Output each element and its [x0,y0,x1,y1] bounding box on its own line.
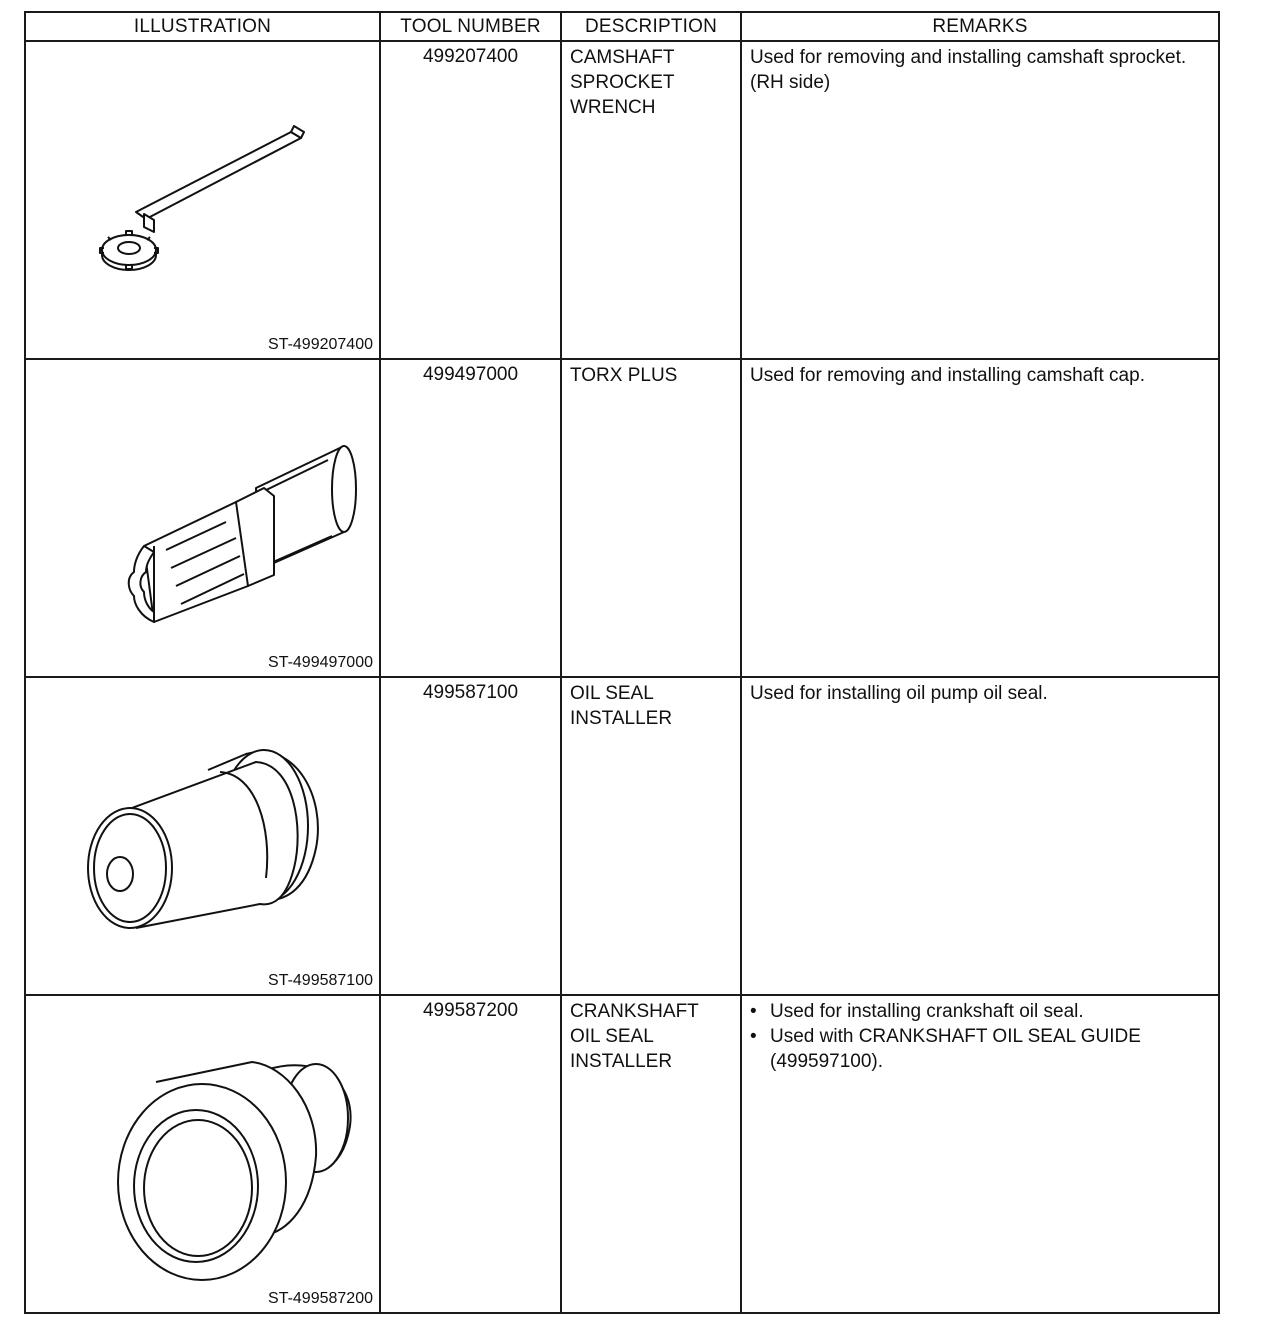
remarks-cell: Used for removing and installing camshaft cap. [741,359,1219,677]
bullet-icon: • [750,1001,757,1022]
oil-seal-installer-illustration [26,678,381,996]
header-description: DESCRIPTION [561,12,741,41]
remarks-cell [741,995,1219,1313]
illustration-cell [25,359,380,677]
description-cell [561,677,741,995]
illustration-code: ST-499587100 [268,972,373,989]
table-row [25,995,1219,1313]
tool-number-cell: 499207400 [380,41,561,359]
table-row [25,677,1219,995]
illustration-code: ST-499497000 [268,654,373,671]
remarks-bullet-text: Used for installing crankshaft oil seal. [770,1001,1084,1022]
description-text: TORX PLUS [570,365,678,386]
sprocket-wrench-illustration [26,42,381,360]
remarks-cell: Used for removing and installing camshaft sprocket. (RH side) [741,41,1219,359]
bullet-icon: • [750,1026,757,1047]
table-row [25,359,1219,677]
torx-plus-illustration [26,360,381,678]
tool-number-cell: 499587100 [380,677,561,995]
description-text: CRANKSHAFT OIL SEAL INSTALLER [570,1001,699,1072]
remarks-bullet [750,1024,1210,1074]
remarks-bullet-text: Used with CRANKSHAFT OIL SEAL GUIDE (499597100). [770,1026,1141,1072]
tool-number-cell: 499497000 [380,359,561,677]
description-cell [561,41,741,359]
header-tool-number: TOOL NUMBER [380,12,561,41]
description-text: CAMSHAFT SPROCKET WRENCH [570,47,675,118]
tool-number-cell: 499587200 [380,995,561,1313]
description-text: OIL SEAL INSTALLER [570,683,673,729]
remarks-bullet [750,999,1210,1024]
illustration-code: ST-499587200 [268,1290,373,1307]
crankshaft-seal-installer-illustration [26,996,381,1314]
special-tools-table [24,11,1220,1314]
remarks-cell: Used for installing oil pump oil seal. [741,677,1219,995]
description-cell [561,359,741,677]
illustration-cell [25,995,380,1313]
header-illustration: ILLUSTRATION [25,12,380,41]
illustration-code: ST-499207400 [268,336,373,353]
header-remarks: REMARKS [741,12,1219,41]
illustration-cell [25,677,380,995]
description-cell [561,995,741,1313]
header-row [25,12,1219,41]
table-row [25,41,1219,359]
illustration-cell [25,41,380,359]
